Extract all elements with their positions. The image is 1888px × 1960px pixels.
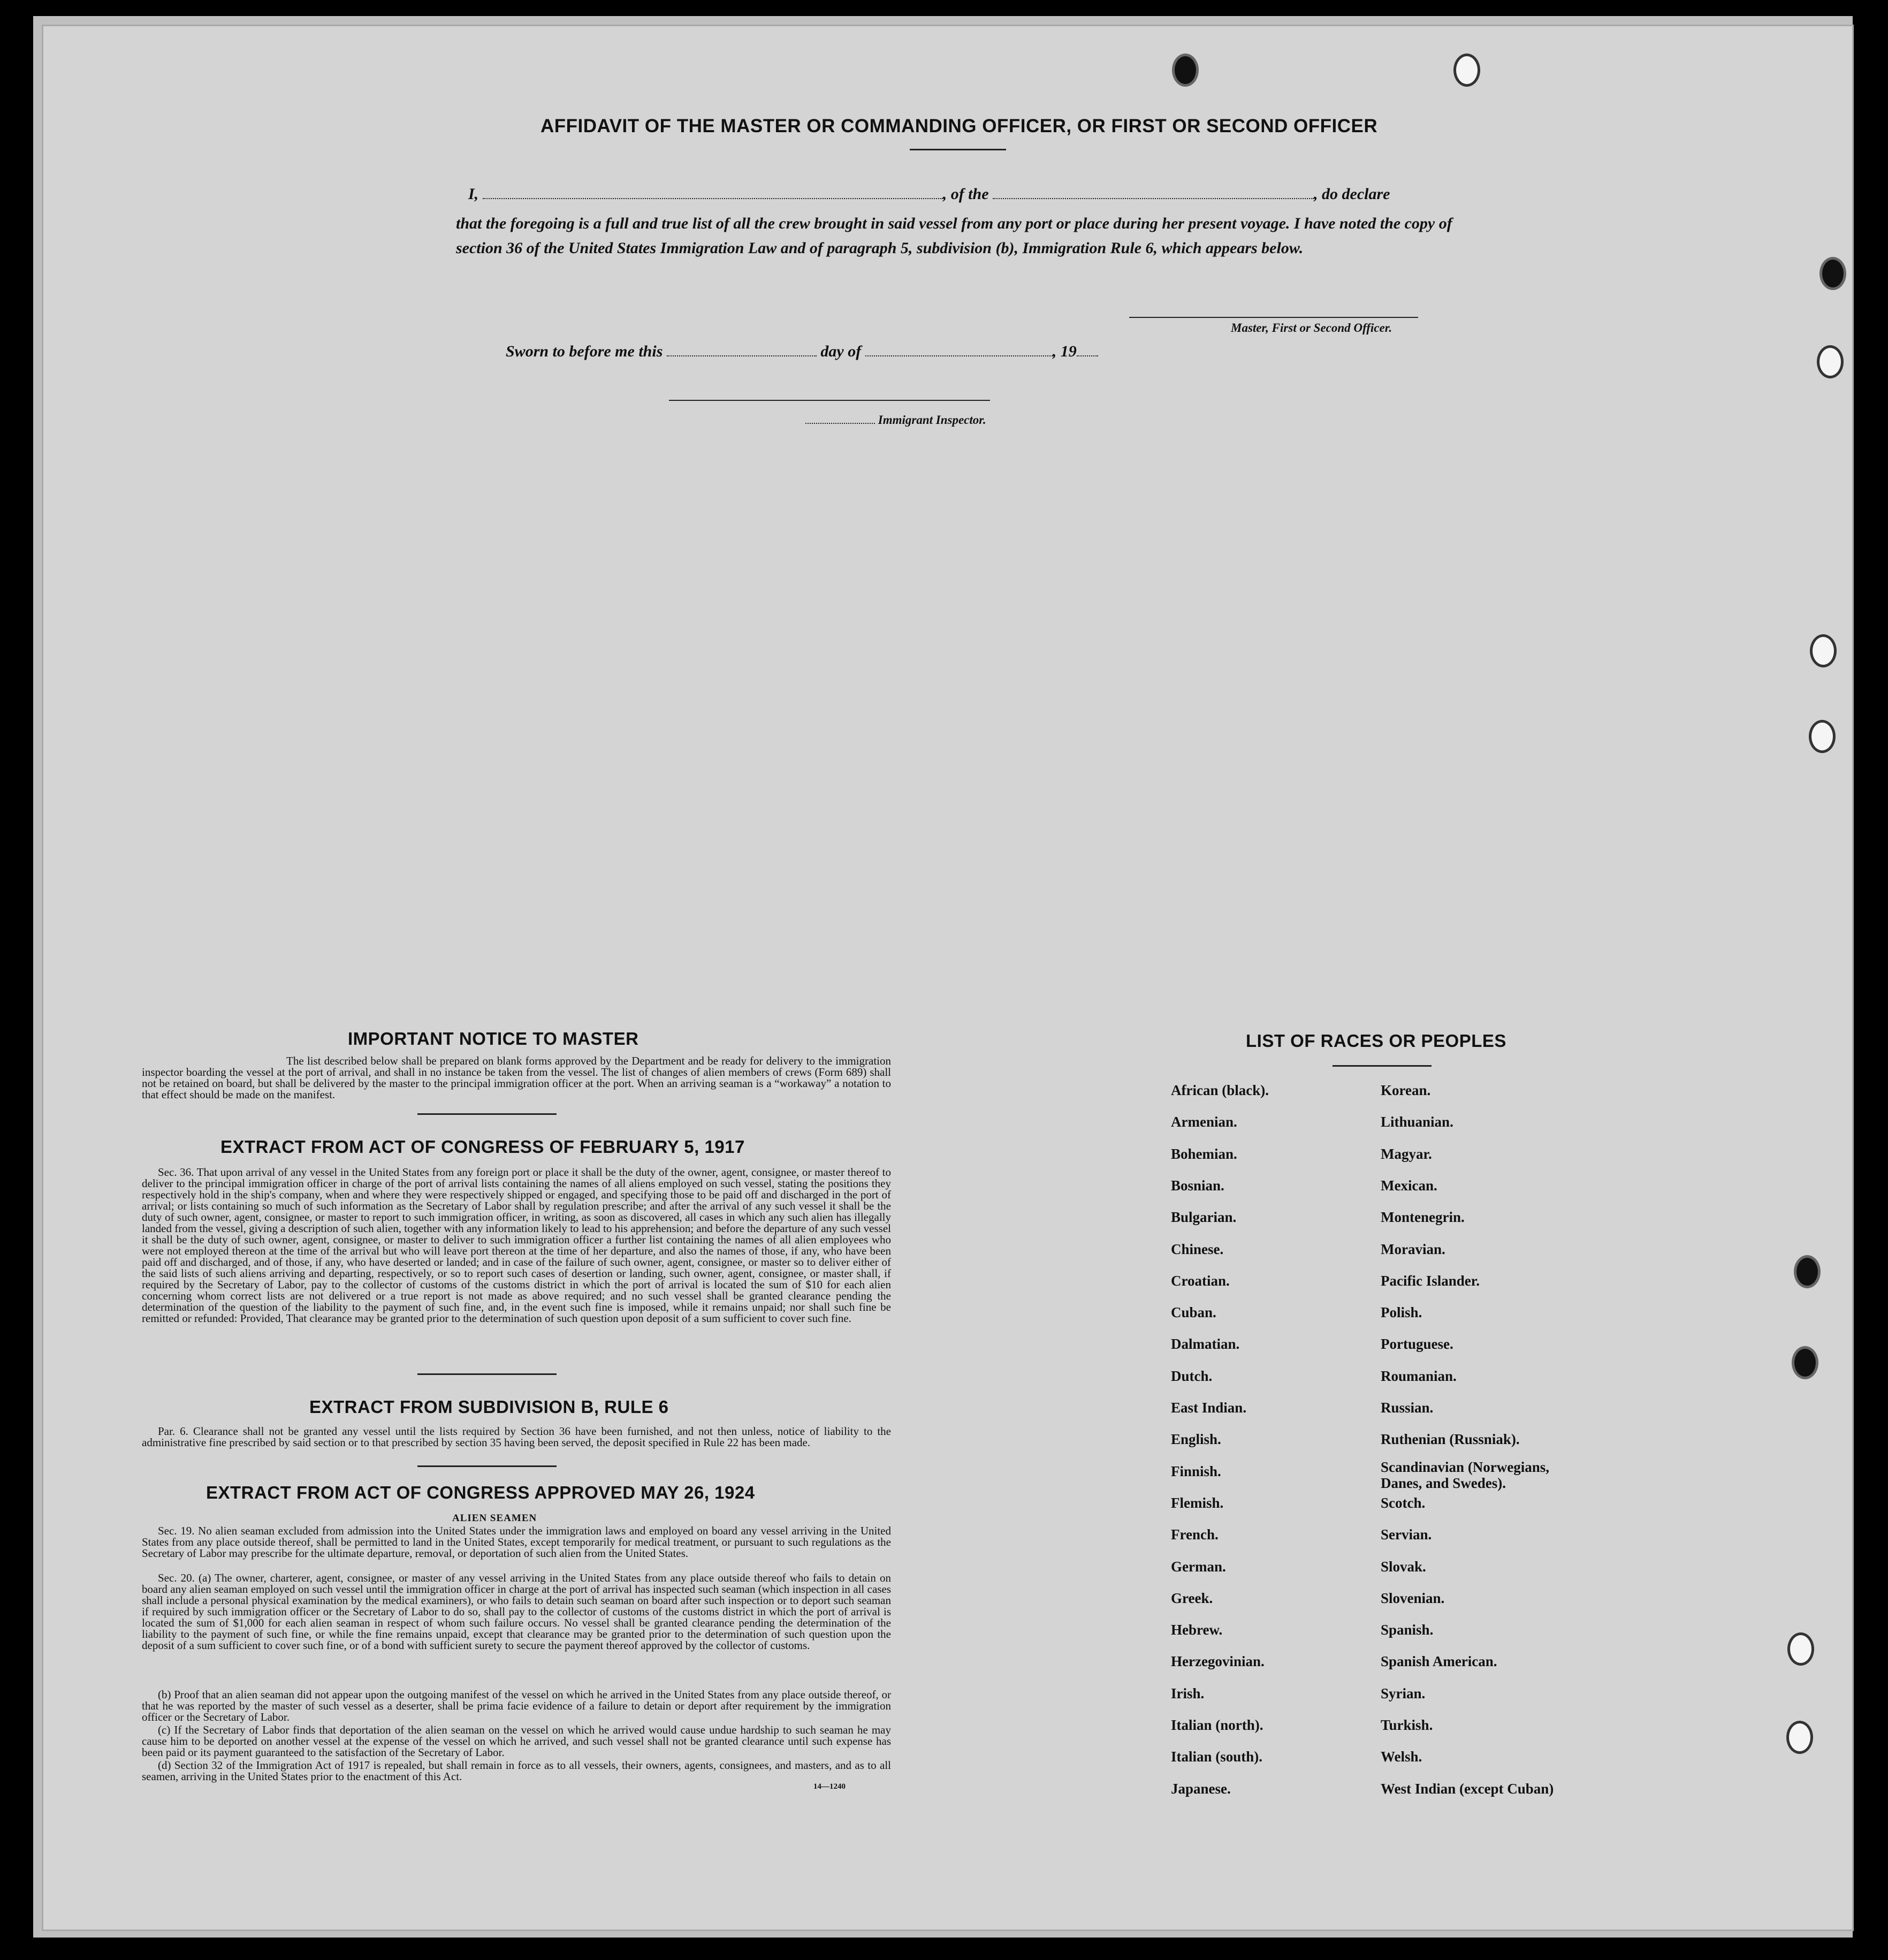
sworn-year-label: , 19 xyxy=(1052,343,1077,360)
race-item: Hebrew. xyxy=(1171,1622,1223,1638)
race-item: Lithuanian. xyxy=(1381,1114,1453,1130)
race-item: Italian (south). xyxy=(1171,1749,1263,1765)
race-item: German. xyxy=(1171,1558,1226,1575)
extract-1917-body: Sec. 36. That upon arrival of any vessel in the United States from any foreign port or place it shall be the duty of the owner, agent, consignee, or master thereof to deliver to the principal immigration officer in charge of the port of arrival lists containing the names of all aliens employed on such vessel, stating the positions they respectively hold in the ship's company, when and where they were respectively shipped or engaged, and specifying those to be paid off and discharged in the port of arrival; or lists containing so much of such information as the Secretary of Labor shall by regulation prescribe; and after the arrival of any such vessel it shall be the duty of such owner, agent, consignee, or master to report to such immigration officer, in writing, as soon as discovered, all cases in which any such alien has illegally landed from the vessel, giving a description of such alien, together with any information likely to lead to his apprehension; and before the departure of any such vessel it shall be the duty of such owner, agent, consignee, or master to deliver to such immigration officer a further list containing the names of all alien employees who were not employed thereon at the time of the arrival but who will leave port thereon at the time of her departure, and also the names of those, if any, who have been paid off and discharged, and of those, if any, who have deserted or landed; and in case of the failure of such owner, agent, consignee, or master so to deliver either of the said lists of such aliens arriving and departing, respectively, or so to report such cases of desertion or landing, such owner, agent, consignee, or master shall, if required by the Secretary of Labor, pay to the collector of customs of the customs district in which the port of arrival is located the sum of $10 for each alien concerning whom correct lists are not delivered or a true report is not made as above required; and no such vessel shall be granted clearance pending the determination of the question of the liability to the payment of such fine, and, in the event such fine is imposed, while it remains unpaid; nor shall such fine be remitted or refunded: Provided, That clearance may be granted prior to the determination of such question upon deposit of a sum sufficient to cover such fine. xyxy=(142,1166,891,1325)
race-item: West Indian (except Cuban) xyxy=(1381,1780,1554,1797)
race-item: Bulgarian. xyxy=(1171,1209,1237,1226)
extract-rule6-body: Par. 6. Clearance shall not be granted any vessel until the lists required by Section 36 have been furnished, and not then unless, notice of liability to the administrative fine prescribed by said section or to that prescribed by section 35 having been served, the deposit specified in Rule 22 has been made. xyxy=(142,1425,891,1449)
punch-hole-icon xyxy=(1820,257,1846,290)
race-item: French. xyxy=(1171,1526,1219,1543)
extract-1924-sec20a: Sec. 20. (a) The owner, charterer, agent, consignee, or master of any vessel arriving in the United States from any place outside thereof who fails to detain on board any alien seaman employed on such vessel until the immigration officer in charge at the port of arrival has inspected such seaman (which inspection in all cases shall include a personal physical examination by the medical examiners), or who fails to detain such seaman on board after such inspection or to deport such seaman if required by such immigration officer or the Secretary of Labor to do so, shall pay to the collector of customs of the customs district in which the port of arrival is located the sum of $1,000 for each alien seaman in respect of whom such failure occurs. No vessel shall be granted clearance pending the determination of the liability to the payment of such fine, or while the fine remains unpaid, except that clearance may be granted prior to the determination of such question upon the deposit of a sum sufficient to cover such fine, or of a bond with sufficient surety to secure the payment thereof approved by the collector of customs. xyxy=(142,1571,891,1652)
affidavit-body: that the foregoing is a full and true list of all the crew brought in said vessel from any port or place during her present voyage. I have noted the copy of section 36 of the United States Immigration Law and of paragraph 5, subdivision (b), Immigration Rule 6, which appears below. xyxy=(456,215,1452,257)
punch-hole-icon xyxy=(1786,1721,1813,1754)
extract-rule6-title: EXTRACT FROM SUBDIVISION B, RULE 6 xyxy=(309,1397,669,1417)
races-title: LIST OF RACES OR PEOPLES xyxy=(1246,1031,1506,1051)
extract-1917-title: EXTRACT FROM ACT OF CONGRESS OF FEBRUARY 5, 1917 xyxy=(220,1137,745,1157)
sworn-day-label: day of xyxy=(820,343,862,360)
race-item: Spanish. xyxy=(1381,1622,1434,1638)
inspector-label-row xyxy=(805,413,986,427)
extract-1924-title: EXTRACT FROM ACT OF CONGRESS APPROVED MAY 26, 1924 xyxy=(206,1483,755,1502)
affidavit-declare-label: , do declare xyxy=(1314,185,1390,203)
race-item: Croatian. xyxy=(1171,1272,1230,1289)
race-item: African (black). xyxy=(1171,1082,1269,1098)
master-signature-label: Master, First or Second Officer. xyxy=(1231,321,1392,335)
race-item: Moravian. xyxy=(1381,1241,1445,1257)
name-blank-field[interactable] xyxy=(483,197,943,199)
inspector-label: Immigrant Inspector. xyxy=(878,413,986,427)
race-item: Armenian. xyxy=(1171,1114,1237,1130)
punch-hole-icon xyxy=(1809,720,1836,753)
affidavit-declaration-line xyxy=(468,185,1390,203)
extract-1924-sec19: Sec. 19. No alien seaman excluded from admission into the United States under the immigration laws and employed on board any vessel arriving in the United States from any place outside thereof, shall be permitted to land in the United States, except temporarily for medical treatment, or pursuant to such regulations as the Secretary of Labor may prescribe for the ultimate departure, removal, or deportation of such alien from the United States. xyxy=(142,1524,891,1560)
extract-1924-sec20c: (c) If the Secretary of Labor finds that deportation of the alien seaman on the vessel on which he arrived would cause undue hardship to such seaman he may cause him to be deported on another vessel at the expense of the vessel on which he arrived, and such vessel shall not be granted clearance until such expense has been paid or its payment guaranteed to the satisfaction of the Secretary of Labor. xyxy=(142,1723,891,1759)
race-item: Portuguese. xyxy=(1381,1336,1453,1353)
punch-hole-icon xyxy=(1817,345,1844,378)
race-item: Irish. xyxy=(1171,1685,1205,1701)
race-item: Syrian. xyxy=(1381,1685,1426,1701)
race-item: Scandinavian (Norwegians, Danes, and Swedes). xyxy=(1381,1458,1550,1491)
punch-hole-icon xyxy=(1172,54,1199,87)
sworn-year-field[interactable] xyxy=(1077,355,1098,356)
race-item: Korean. xyxy=(1381,1082,1431,1098)
race-item: Cuban. xyxy=(1171,1304,1216,1321)
master-signature-line[interactable] xyxy=(1129,317,1418,318)
race-item: Turkish. xyxy=(1381,1717,1433,1733)
punch-hole-icon xyxy=(1792,1346,1818,1379)
sworn-day-field[interactable] xyxy=(667,355,817,356)
race-item: Bohemian. xyxy=(1171,1145,1237,1162)
divider xyxy=(417,1465,557,1467)
race-item: Slovak. xyxy=(1381,1558,1426,1575)
race-item: Slovenian. xyxy=(1381,1590,1445,1606)
affidavit-of-label: , of the xyxy=(942,185,989,203)
race-item: Bosnian. xyxy=(1171,1177,1224,1194)
race-item: Scotch. xyxy=(1381,1494,1426,1511)
punch-hole-icon xyxy=(1810,634,1837,667)
race-item: Italian (north). xyxy=(1171,1717,1263,1733)
divider xyxy=(910,149,1006,150)
race-item: Greek. xyxy=(1171,1590,1213,1606)
race-item: Spanish American. xyxy=(1381,1653,1497,1670)
race-item: Pacific Islander. xyxy=(1381,1272,1480,1289)
race-item: English. xyxy=(1171,1431,1221,1448)
form-number: 14—1240 xyxy=(813,1782,846,1791)
extract-1924-subtitle: ALIEN SEAMEN xyxy=(452,1513,537,1524)
divider xyxy=(417,1373,557,1375)
punch-hole-icon xyxy=(1787,1632,1814,1666)
sworn-line xyxy=(506,343,1098,361)
race-item: Welsh. xyxy=(1381,1749,1422,1765)
punch-hole-icon xyxy=(1794,1255,1821,1288)
race-item: Dalmatian. xyxy=(1171,1336,1240,1353)
race-item: Montenegrin. xyxy=(1381,1209,1465,1226)
race-item: Japanese. xyxy=(1171,1780,1231,1797)
race-item: Polish. xyxy=(1381,1304,1422,1321)
sworn-month-field[interactable] xyxy=(865,355,1053,356)
race-item: Finnish. xyxy=(1171,1463,1221,1479)
race-item: Herzegovinian. xyxy=(1171,1653,1265,1670)
affidavit-i-label: I, xyxy=(468,185,479,203)
race-item: Chinese. xyxy=(1171,1241,1224,1257)
race-item: Russian. xyxy=(1381,1400,1434,1416)
notice-body: The list described below shall be prepared on blank forms approved by the Department and be ready for delivery to the immigration inspector boarding the vessel at the port of arrival, and shall in no instance be taken from the vessel. The list of changes of alien members of crews (Form 689) shall not be retained on board, but shall be delivered by the master to the principal immigration officer at the port. When an arriving seaman is a “workaway” a notation to that effect should be made on the manifest. xyxy=(142,1054,891,1101)
extract-1924-sec20b: (b) Proof that an alien seaman did not appear upon the outgoing manifest of the vessel on which he arrived in the United States from any place outside thereof, or that he was reported by the master of such vessel as a deserter, shall be prima facie evidence of a failure to detain or deport after requirement by the immigration officer or the Secretary of Labor. xyxy=(142,1688,891,1723)
race-item: Servian. xyxy=(1381,1526,1432,1543)
extract-1924-sec20d: (d) Section 32 of the Immigration Act of 1917 is repealed, but shall remain in force as to all vessels, their owners, agents, consignees, and masters, and as to all seamen, arriving in the United States prior to the enactment of this Act. xyxy=(142,1759,891,1783)
race-item: Dutch. xyxy=(1171,1368,1213,1384)
punch-hole-icon xyxy=(1453,54,1480,87)
inspector-signature-line[interactable] xyxy=(669,400,990,401)
race-item: Roumanian. xyxy=(1381,1368,1457,1384)
race-item: Mexican. xyxy=(1381,1177,1437,1194)
affidavit-title: AFFIDAVIT OF THE MASTER OR COMMANDING OFFICER, OR FIRST OR SECOND OFFICER xyxy=(540,116,1378,136)
notice-title: IMPORTANT NOTICE TO MASTER xyxy=(348,1029,639,1049)
race-item: Flemish. xyxy=(1171,1494,1224,1511)
race-item: Magyar. xyxy=(1381,1145,1432,1162)
inspector-dots xyxy=(805,422,875,424)
sworn-prefix: Sworn to before me this xyxy=(506,343,663,360)
vessel-blank-field[interactable] xyxy=(993,197,1314,199)
divider xyxy=(1333,1065,1432,1067)
race-item: East Indian. xyxy=(1171,1400,1247,1416)
race-item: Ruthenian (Russniak). xyxy=(1381,1431,1520,1448)
divider xyxy=(417,1113,557,1115)
